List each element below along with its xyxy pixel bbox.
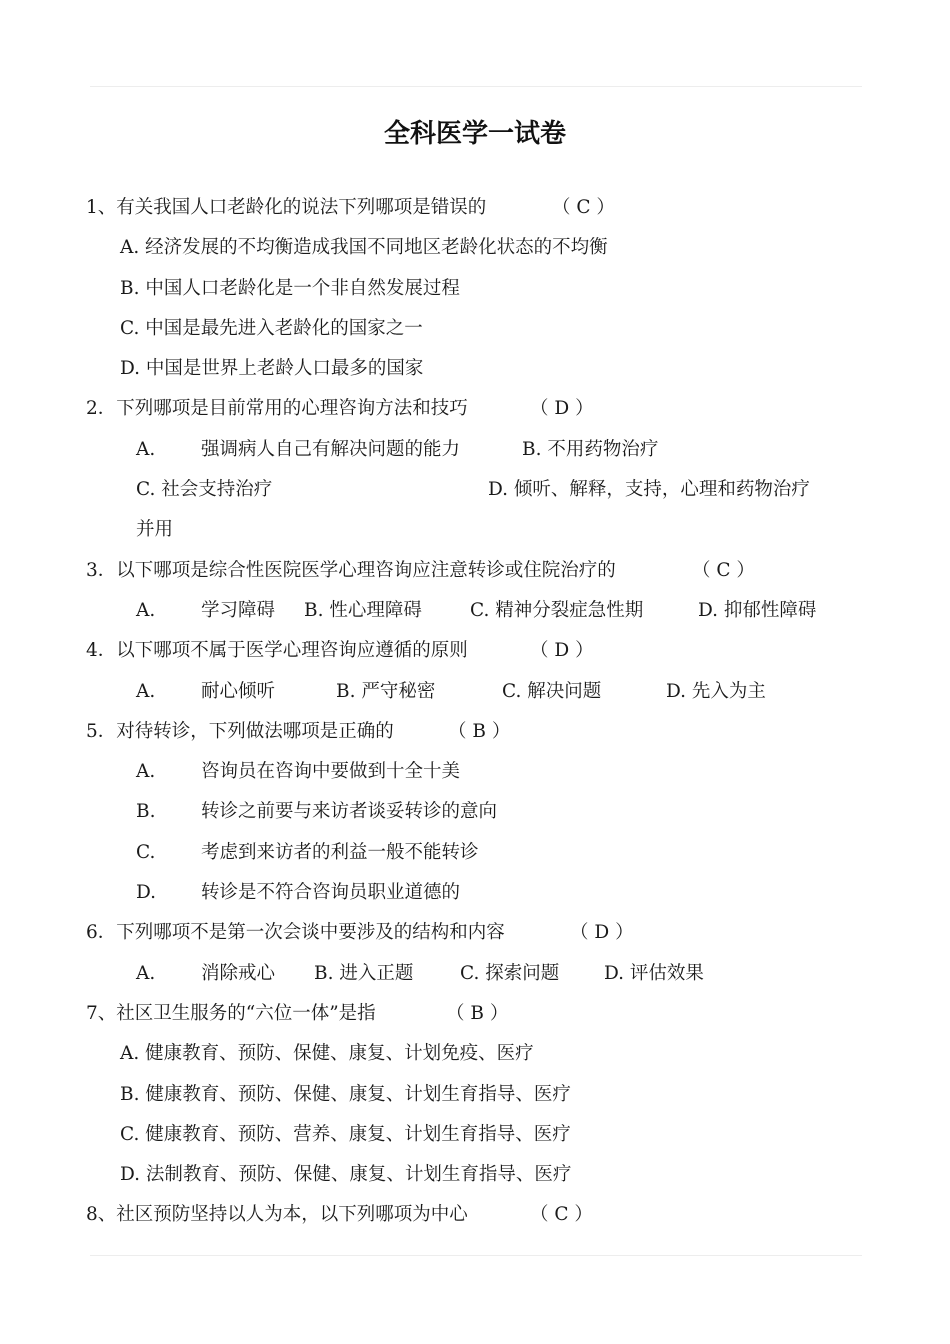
question-stem: 8、社区预防坚持以人为本，以下列哪项为中心 <box>86 1204 468 1226</box>
question-5-option-c <box>86 833 876 873</box>
option-letter: B. <box>136 801 156 823</box>
answer-marker: （ B ） <box>448 720 511 742</box>
option-text: 消除戒心 <box>201 962 276 984</box>
question-stem: 4．以下哪项不属于医学心理咨询应遵循的原则 <box>86 640 468 662</box>
option-b: B. 性心理障碍 <box>304 599 422 621</box>
question-5-option-d <box>86 873 876 913</box>
question-6-options <box>86 954 876 994</box>
question-1-stem <box>86 188 876 228</box>
answer-marker: （ C ） <box>552 197 615 218</box>
option-d: D. 评估效果 <box>604 962 704 984</box>
question-4-options <box>86 672 876 712</box>
option-d: D. 先入为主 <box>666 680 766 702</box>
page-title: 全科医学一试卷 <box>383 119 566 149</box>
question-1-option-b: B. 中国人口老龄化是一个非自然发展过程 <box>120 277 460 299</box>
question-2-option-d-continuation: 并用 <box>136 519 174 541</box>
question-1-option-c: C. 中国是最先进入老龄化的国家之一 <box>120 317 423 339</box>
header-divider <box>90 86 862 87</box>
question-3-stem <box>86 551 876 591</box>
option-c: C. 解决问题 <box>502 680 602 702</box>
option-c: C. 探索问题 <box>460 962 560 984</box>
question-stem: 5．对待转诊，下列做法哪项是正确的 <box>86 720 394 742</box>
question-1-option-a: A. 经济发展的不均衡造成我国不同地区老龄化状态的不均衡 <box>120 237 608 259</box>
option-text: 耐心倾听 <box>201 680 276 702</box>
question-2-options-cd <box>86 470 876 510</box>
question-7-option-b: B. 健康教育、预防、保健、康复、计划生育指导、医疗 <box>120 1083 571 1105</box>
option-text: 考虑到来访者的利益一般不能转诊 <box>201 841 479 863</box>
option-letter: A. <box>136 761 156 783</box>
question-5-option-b <box>86 792 876 832</box>
question-6-stem <box>86 913 876 953</box>
question-7-stem <box>86 994 876 1034</box>
question-7-option-d: D. 法制教育、预防、保健、康复、计划生育指导、医疗 <box>120 1164 572 1186</box>
option-text: 转诊是不符合咨询员职业道德的 <box>201 882 461 904</box>
option-c: C. 精神分裂症急性期 <box>470 599 644 621</box>
option-text: 咨询员在咨询中要做到十全十美 <box>201 761 461 783</box>
answer-marker: （ D ） <box>570 922 634 944</box>
answer-marker: （ D ） <box>530 640 594 662</box>
option-letter: A. <box>136 438 156 460</box>
option-c: C. 社会支持治疗 <box>136 479 273 501</box>
answer-marker: （ B ） <box>446 1002 509 1024</box>
question-7-option-c: C. 健康教育、预防、营养、康复、计划生育指导、医疗 <box>120 1123 571 1145</box>
option-d: D. 倾听、解释，支持，心理和药物治疗 <box>488 479 810 501</box>
question-list <box>86 188 876 1236</box>
option-b: B. 严守秘密 <box>336 680 436 702</box>
option-letter: C. <box>136 841 156 863</box>
question-5-option-a <box>86 752 876 792</box>
question-2-options-ab <box>86 430 876 470</box>
option-text: 强调病人自己有解决问题的能力 <box>201 438 461 460</box>
question-7-option-a: A. 健康教育、预防、保健、康复、计划免疫、医疗 <box>120 1043 534 1065</box>
question-stem: 1、有关我国人口老龄化的说法下列哪项是错误的 <box>86 197 487 218</box>
question-3-options <box>86 591 876 631</box>
question-1-option-d: D. 中国是世界上老龄人口最多的国家 <box>120 358 424 380</box>
option-b: B. 不用药物治疗 <box>522 438 659 460</box>
option-letter: A. <box>136 680 156 702</box>
option-letter: A. <box>136 962 156 984</box>
option-letter: D. <box>136 882 157 904</box>
question-8-stem <box>86 1195 876 1235</box>
answer-marker: （ C ） <box>692 559 755 581</box>
option-text: 学习障碍 <box>201 599 276 621</box>
option-d: D. 抑郁性障碍 <box>698 599 817 621</box>
answer-marker: （ D ） <box>530 398 594 420</box>
option-text: 转诊之前要与来访者谈妥转诊的意向 <box>201 801 498 823</box>
answer-marker: （ C ） <box>530 1204 593 1226</box>
question-2-stem <box>86 389 876 429</box>
question-stem: 3．以下哪项是综合性医院医学心理咨询应注意转诊或住院治疗的 <box>86 559 616 581</box>
footer-divider <box>90 1255 862 1256</box>
question-stem: 2．下列哪项是目前常用的心理咨询方法和技巧 <box>86 398 468 420</box>
option-b: B. 进入正题 <box>314 962 414 984</box>
option-letter: A. <box>136 599 156 621</box>
question-5-stem <box>86 712 876 752</box>
question-stem: 7、社区卫生服务的“六位一体”是指 <box>86 1002 376 1024</box>
question-4-stem <box>86 631 876 671</box>
question-stem: 6．下列哪项不是第一次会谈中要涉及的结构和内容 <box>86 922 505 944</box>
